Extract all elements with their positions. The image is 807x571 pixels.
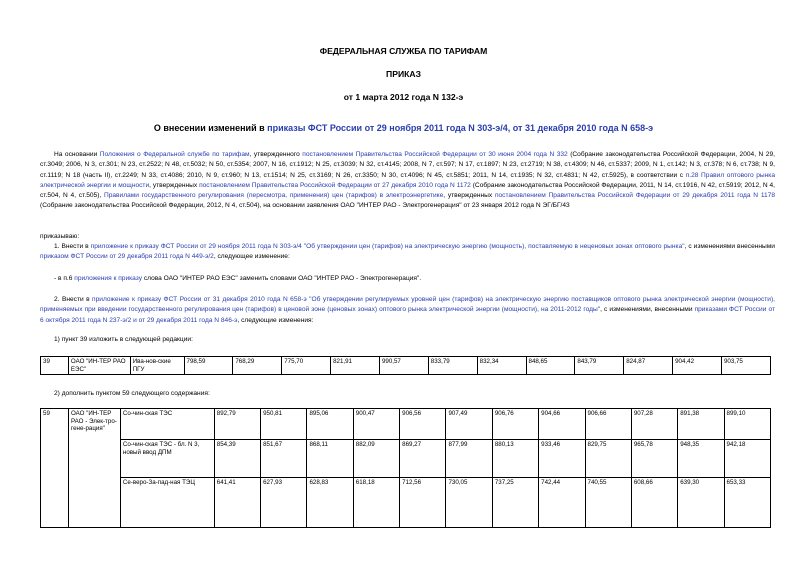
station-name: Со-чин-ская ТЭС - бл. N 3, новый ввод ДПМ xyxy=(120,440,214,478)
sub-1: 1) пункт 39 изложить в следующей редакции: xyxy=(54,336,193,343)
price-cell: 768,29 xyxy=(233,357,282,375)
price-cell: 948,35 xyxy=(678,440,724,478)
intro-link-5[interactable]: Правилами государственного регулирования (пересмотра, применения) цен (тарифов) в электроэнергетике xyxy=(103,192,444,200)
price-cell: 712,56 xyxy=(400,478,446,528)
item-1-link-1[interactable]: приложение к приказу ФСТ России от 29 ноября 2011 года N 303-э/4 "Об утверждении цен (тарифов) на электрическую энергию (мощность), поставляемую в неценовых зонах оптового рынка" xyxy=(90,243,685,250)
price-cell: 882,09 xyxy=(353,440,399,478)
price-cell: 641,41 xyxy=(214,478,260,528)
document-title xyxy=(0,123,807,133)
item-2-link-2[interactable]: приказами ФСТ России от 6 октября 2011 года N 237-э/2 и от 29 декабря 2011 года N 846-э xyxy=(40,306,775,324)
station-name: Со-чин-ская ТЭС xyxy=(120,409,214,440)
price-cell: 848,65 xyxy=(526,357,575,375)
table-59 xyxy=(40,408,771,528)
company-name: ОАО "ИН-ТЕР РАО - Элек-тро-гене-рация" xyxy=(68,409,120,528)
price-cell: 892,79 xyxy=(214,409,260,440)
price-cell: 950,81 xyxy=(261,409,307,440)
price-cell: 904,42 xyxy=(673,357,722,375)
agency-heading: ФЕДЕРАЛЬНАЯ СЛУЖБА ПО ТАРИФАМ xyxy=(319,46,488,56)
order-word: приказываю: xyxy=(40,233,80,240)
price-cell: 653,33 xyxy=(724,478,770,528)
price-cell: 821,91 xyxy=(331,357,380,375)
price-cell: 742,44 xyxy=(539,478,585,528)
price-cell: 891,38 xyxy=(678,409,724,440)
price-cell: 933,46 xyxy=(539,440,585,478)
price-cell: 737,25 xyxy=(492,478,538,528)
row-number: 59 xyxy=(41,409,69,528)
price-cell: 895,06 xyxy=(307,409,353,440)
price-cell: 618,18 xyxy=(353,478,399,528)
document-date: от 1 марта 2012 года N 132-э xyxy=(343,92,464,102)
price-cell: 833,79 xyxy=(428,357,477,375)
price-cell: 824,87 xyxy=(624,357,673,375)
item-1-sub: - в п.6 приложения к приказу слова ОАО "ИНТЕР РАО ЕЭС" заменить словами ОАО "ИНТЕР РАО - Электрогенерация". xyxy=(54,275,422,282)
price-cell: 906,56 xyxy=(400,409,446,440)
price-cell: 608,66 xyxy=(631,478,677,528)
price-cell: 730,05 xyxy=(446,478,492,528)
price-cell: 906,76 xyxy=(492,409,538,440)
price-cell: 869,27 xyxy=(400,440,446,478)
intro-link-6[interactable]: постановлением Правительства Российской Федерации от 29 декабря 2011 года N 1178 xyxy=(494,192,775,200)
item-2: 2. Внести в приложение к приказу ФСТ России от 31 декабря 2010 года N 658-э "Об утверждении регулируемых уровней цен (тарифов) на электрическую энергию поставщиков оптового рынка электрической энергии (мощности), применяемых при введении государственного регулирования цен (тарифов) в ценовой зоне (ценовых зонах) оптового рынка электрической энергии (мощности), на 2011-2012 годы", с изменениями, внесенными приказами ФСТ России от 6 октября 2011 года N 237-э/2 и от 29 декабря 2011 года N 846-э, следующие изменения: xyxy=(40,296,775,324)
price-cell: 639,30 xyxy=(678,478,724,528)
price-cell: 990,57 xyxy=(379,357,428,375)
intro-paragraph: На основании Положения о Федеральной службе по тарифам, утвержденного постановлением Правительства Российской Федерации от 30 июня 2004 года N 332 (Собрание законодательства Российской Федерации, 2004, N 29, ст.3049; 2006, N 3, ст.301; N 23, ст.2522; N 48, ст.5032; N 50, ст.5354; 2007, N 16, ст.1912; N 25, ст.3039; N 32, ст.4145; 2008, N 7, ст.597; N 17, ст.1897; N 23, ст.2719; N 38, ст.4309; N 46, ст.5337; 2009, N 1, ст.142; N 3, ст.378; N 6, ст.738; N 9, ст.1119; N 18 (часть II), ст.2249; N 33, ст.4086; 2010, N 9, ст.960; N 13, ст.1514; N 25, ст.3169; N 26, ст.3350; N 30, ст.4096; N 45, ст.5851; 2011, N 14, ст.1935; N 32, ст.4831; N 42, ст.5925), в соответствии с п.28 Правил оптового рынка электрической энергии и мощности, утвержденных постановлением Правительства Российской Федерации от 27 декабря 2010 года N 1172 (Собрание законодательства Российской Федерации, 2011, N 14, ст.1916, N 42, ст.5919; 2012, N 4, ст.504, N 4, ст.505), Правилами государственного регулирования (пересмотра, применения) цен (тарифов) в электроэнергетике, утвержденных постановлением Правительства Российской Федерации от 29 декабря 2011 года N 1178 (Собрание законодательства Российской Федерации, 2012, N 4, ст.504), на основании заявления ОАО "ИНТЕР РАО - Электрогенерация" от 23 января 2012 года N ЭГ/БГ/43 xyxy=(40,151,775,210)
item-1-sub-link[interactable]: приложения к приказу xyxy=(74,275,143,282)
price-cell: 904,66 xyxy=(539,409,585,440)
price-cell: 775,70 xyxy=(282,357,331,375)
item-2-link-1[interactable]: приложение к приказу ФСТ России от 31 декабря 2010 года N 658-э "Об утверждении регулируемых уровней цен (тарифов) на электрическую энергию поставщиков оптового рынка электрической энергии (мощности), применяемых при введении государственного регулирования цен (тарифов) в ценовой зоне (ценовых зонах) оптового рынка электрической энергии (мощности), на 2011-2012 годы" xyxy=(40,296,775,314)
table-39 xyxy=(40,356,771,375)
price-cell: 798,59 xyxy=(184,357,233,375)
document-type: ПРИКАЗ xyxy=(386,69,421,79)
price-cell: 851,67 xyxy=(261,440,307,478)
price-cell: 740,55 xyxy=(585,478,631,528)
price-cell: 868,11 xyxy=(307,440,353,478)
price-cell: 843,79 xyxy=(575,357,624,375)
price-cell: 854,39 xyxy=(214,440,260,478)
item-1: 1. Внести в приложение к приказу ФСТ России от 29 ноября 2011 года N 303-э/4 "Об утверждении цен (тарифов) на электрическую энергию (мощность), поставляемую в неценовых зонах оптового рынка", с изменениями внесенными приказом ФСТ России от 29 декабря 2011 года N 449-э/2, следующее изменение: xyxy=(40,243,775,261)
price-cell: 628,83 xyxy=(307,478,353,528)
price-cell: 877,99 xyxy=(446,440,492,478)
intro-link-2[interactable]: постановлением Правительства Российской Федерации от 30 июня 2004 года N 332 xyxy=(302,151,568,158)
station-name: Ива-нов-ские ПГУ xyxy=(130,357,184,375)
price-cell: 832,34 xyxy=(477,357,526,375)
price-cell: 829,75 xyxy=(585,440,631,478)
intro-link-3[interactable]: п.28 Правил оптового рынка электрической энергии и мощности xyxy=(40,171,775,189)
table-row xyxy=(41,440,771,478)
price-cell: 965,78 xyxy=(631,440,677,478)
table-row xyxy=(41,409,771,440)
price-cell: 627,93 xyxy=(261,478,307,528)
title-link[interactable]: приказы ФСТ России от 29 ноября 2011 года N 303-э/4, от 31 декабря 2010 года N 658-э xyxy=(267,123,654,133)
price-cell: 907,28 xyxy=(631,409,677,440)
intro-link-1[interactable]: Положения о Федеральной службе по тарифам xyxy=(99,151,250,158)
table-row xyxy=(41,478,771,528)
row-number: 39 xyxy=(41,357,69,375)
title-prefix: О внесении изменений в xyxy=(153,123,268,133)
sub-2: 2) дополнить пунктом 59 следующего содержания: xyxy=(54,390,210,397)
company-name: ОАО "ИН-ТЕР РАО ЕЭС" xyxy=(68,357,130,375)
price-cell: 907,49 xyxy=(446,409,492,440)
price-cell: 899,10 xyxy=(724,409,770,440)
table-row xyxy=(41,357,771,375)
price-cell: 880,13 xyxy=(492,440,538,478)
price-cell: 903,75 xyxy=(721,357,770,375)
price-cell: 942,18 xyxy=(724,440,770,478)
station-name: Се-веро-За-пад-ная ТЭЦ xyxy=(120,478,214,528)
price-cell: 906,66 xyxy=(585,409,631,440)
price-cell: 900,47 xyxy=(353,409,399,440)
intro-link-4[interactable]: постановлением Правительства Российской Федерации от 27 декабря 2010 года N 1172 xyxy=(199,181,471,189)
item-1-link-2[interactable]: приказом ФСТ России от 29 декабря 2011 года N 449-э/2 xyxy=(40,253,214,261)
